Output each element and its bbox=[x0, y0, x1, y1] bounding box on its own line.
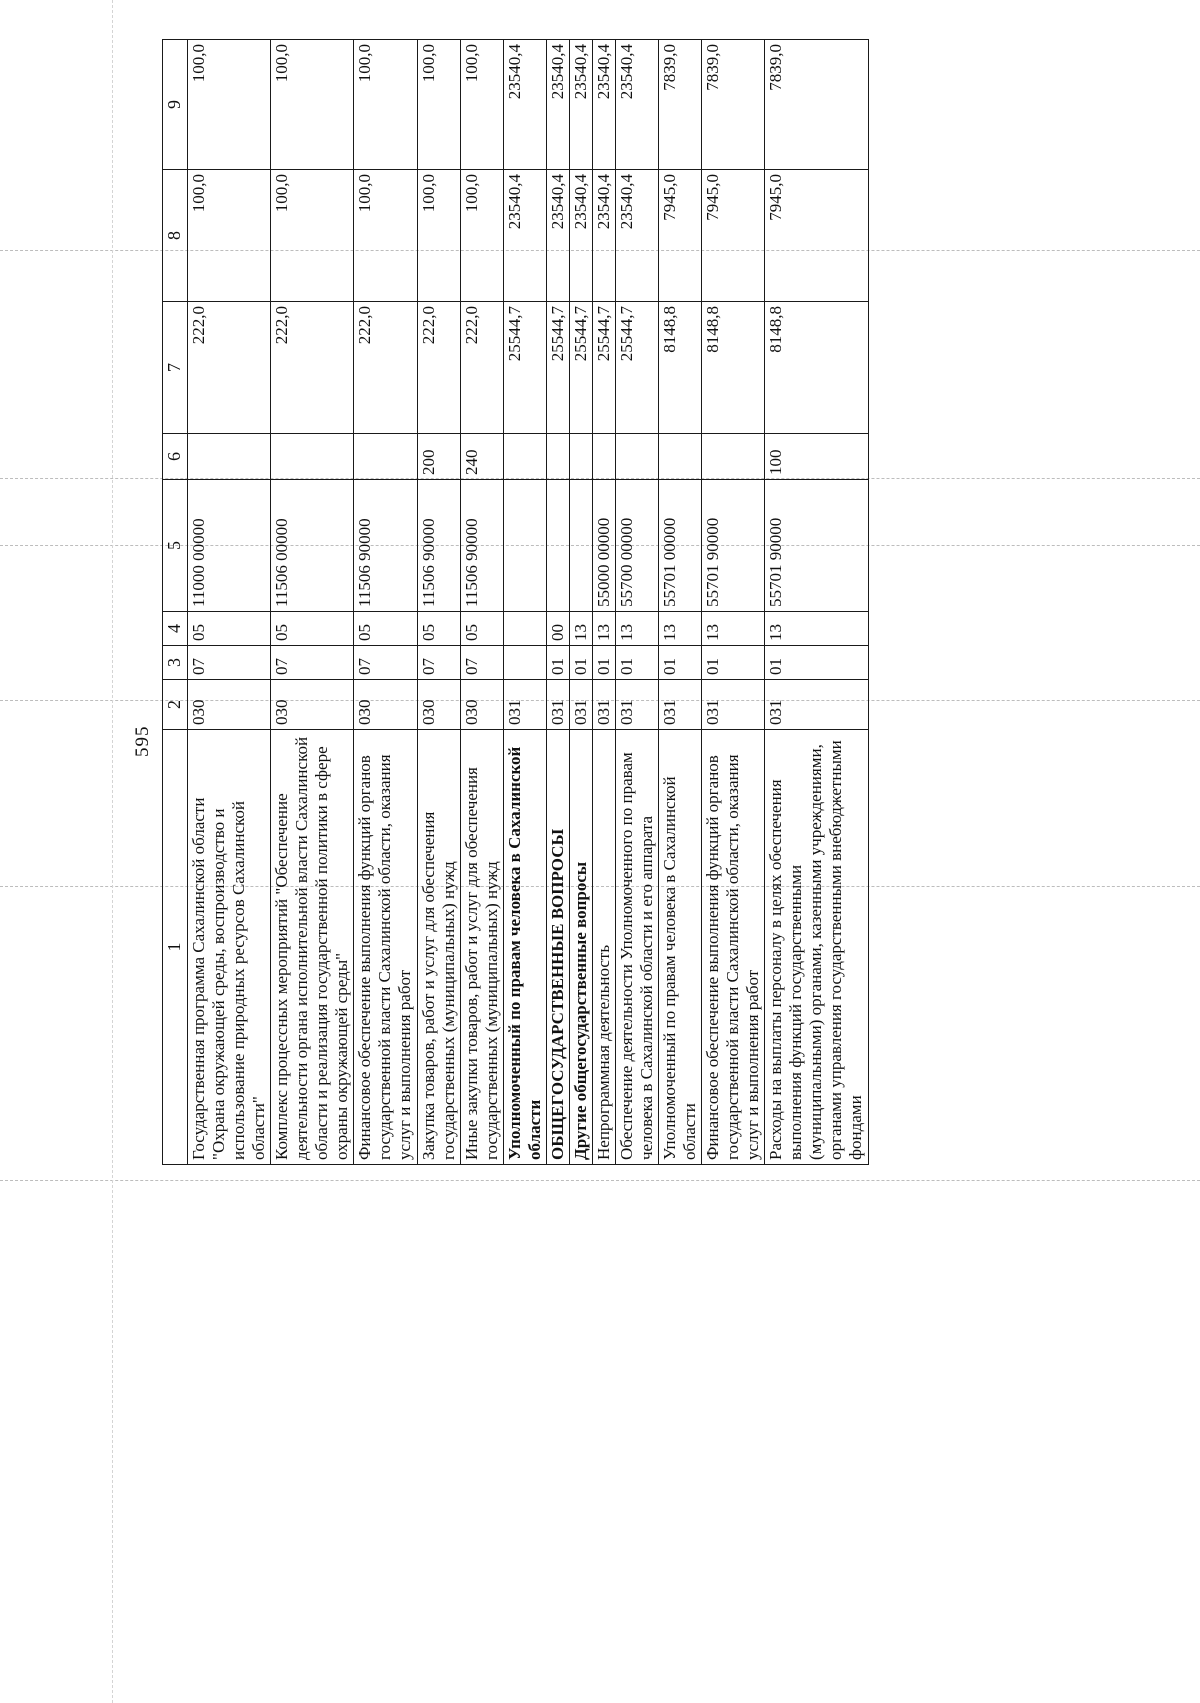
row-amount-col7: 25544,7 bbox=[569, 302, 592, 434]
row-subsection: 05 bbox=[460, 612, 503, 646]
row-name: Расходы на выплаты персоналу в целях обеспечения выполнения функций государственными (муниципальными) органами, казенными учреждениями, органами управления государственными внебюджетными фондами bbox=[765, 730, 868, 1165]
row-target-article: 55700 00000 bbox=[615, 480, 658, 612]
row-amount-col7: 222,0 bbox=[417, 302, 460, 434]
row-amount-col8: 100,0 bbox=[188, 170, 271, 302]
row-expense-type bbox=[702, 434, 765, 480]
row-target-article: 11506 90000 bbox=[354, 480, 417, 612]
row-amount-col8: 100,0 bbox=[417, 170, 460, 302]
row-subsection: 13 bbox=[615, 612, 658, 646]
row-amount-col9: 7839,0 bbox=[659, 40, 702, 170]
row-admin-code: 031 bbox=[592, 680, 615, 730]
row-amount-col8: 100,0 bbox=[271, 170, 354, 302]
row-amount-col7: 8148,8 bbox=[659, 302, 702, 434]
row-amount-col8: 23540,4 bbox=[503, 170, 546, 302]
row-admin-code: 030 bbox=[417, 680, 460, 730]
row-name: Государственная программа Сахалинской области "Охрана окружающей среды, воспроизводство и использование природных ресурсов Сахалинской области" bbox=[188, 730, 271, 1165]
rotated-page bbox=[132, 40, 1060, 1165]
row-amount-col7: 8148,8 bbox=[765, 302, 868, 434]
row-expense-type bbox=[503, 434, 546, 480]
row-amount-col9: 100,0 bbox=[417, 40, 460, 170]
row-subsection: 13 bbox=[765, 612, 868, 646]
column-header: 6 bbox=[163, 434, 188, 480]
row-admin-code: 031 bbox=[569, 680, 592, 730]
row-name: Комплекс процессных мероприятий "Обеспечение деятельности органа исполнительной власти Сахалинской области и реализация государственной политики в сфере охраны окружающей среды" bbox=[271, 730, 354, 1165]
table-row bbox=[417, 40, 460, 1165]
row-amount-col9: 7839,0 bbox=[765, 40, 868, 170]
row-name: Финансовое обеспечение выполнения функций органов государственной власти Сахалинской области, оказания услуг и выполнения работ bbox=[702, 730, 765, 1165]
column-header: 1 bbox=[163, 730, 188, 1165]
row-target-article bbox=[503, 480, 546, 612]
row-name: Иные закупки товаров, работ и услуг для обеспечения государственных (муниципальных) нужд bbox=[460, 730, 503, 1165]
table-row bbox=[702, 40, 765, 1165]
row-admin-code: 030 bbox=[460, 680, 503, 730]
row-amount-col7: 222,0 bbox=[354, 302, 417, 434]
row-section: 01 bbox=[765, 646, 868, 680]
table-row bbox=[659, 40, 702, 1165]
row-subsection: 13 bbox=[569, 612, 592, 646]
row-amount-col9: 100,0 bbox=[460, 40, 503, 170]
column-header: 9 bbox=[163, 40, 188, 170]
row-target-article: 55000 00000 bbox=[592, 480, 615, 612]
row-subsection: 05 bbox=[271, 612, 354, 646]
row-section: 07 bbox=[271, 646, 354, 680]
row-section: 01 bbox=[702, 646, 765, 680]
row-subsection: 13 bbox=[592, 612, 615, 646]
table-row bbox=[460, 40, 503, 1165]
row-name: Финансовое обеспечение выполнения функций органов государственной власти Сахалинской области, оказания услуг и выполнения работ bbox=[354, 730, 417, 1165]
row-amount-col9: 23540,4 bbox=[569, 40, 592, 170]
row-target-article: 55701 00000 bbox=[659, 480, 702, 612]
column-header: 3 bbox=[163, 646, 188, 680]
row-target-article bbox=[546, 480, 569, 612]
row-target-article: 11506 00000 bbox=[271, 480, 354, 612]
row-name: Непрограммная деятельность bbox=[592, 730, 615, 1165]
row-subsection: 00 bbox=[546, 612, 569, 646]
row-amount-col8: 7945,0 bbox=[702, 170, 765, 302]
page-number: 595 bbox=[132, 725, 153, 757]
row-expense-type bbox=[659, 434, 702, 480]
row-amount-col7: 25544,7 bbox=[546, 302, 569, 434]
row-amount-col8: 7945,0 bbox=[765, 170, 868, 302]
row-admin-code: 030 bbox=[188, 680, 271, 730]
row-expense-type bbox=[569, 434, 592, 480]
row-subsection bbox=[503, 612, 546, 646]
row-admin-code: 031 bbox=[503, 680, 546, 730]
row-amount-col8: 23540,4 bbox=[615, 170, 658, 302]
row-amount-col8: 23540,4 bbox=[546, 170, 569, 302]
row-admin-code: 031 bbox=[546, 680, 569, 730]
row-subsection: 05 bbox=[188, 612, 271, 646]
row-amount-col8: 23540,4 bbox=[592, 170, 615, 302]
row-amount-col7: 222,0 bbox=[188, 302, 271, 434]
column-header: 8 bbox=[163, 170, 188, 302]
table-row bbox=[765, 40, 868, 1165]
row-expense-type bbox=[188, 434, 271, 480]
row-amount-col8: 23540,4 bbox=[569, 170, 592, 302]
table-row bbox=[592, 40, 615, 1165]
header-row bbox=[163, 40, 188, 1165]
row-target-article: 11506 90000 bbox=[417, 480, 460, 612]
table-row bbox=[503, 40, 546, 1165]
row-amount-col7: 222,0 bbox=[271, 302, 354, 434]
row-section: 01 bbox=[659, 646, 702, 680]
row-section: 07 bbox=[460, 646, 503, 680]
table-row bbox=[354, 40, 417, 1165]
row-name: ОБЩЕГОСУДАРСТВЕННЫЕ ВОПРОСЫ bbox=[546, 730, 569, 1165]
row-expense-type bbox=[271, 434, 354, 480]
row-amount-col9: 100,0 bbox=[271, 40, 354, 170]
table-row bbox=[271, 40, 354, 1165]
row-expense-type bbox=[354, 434, 417, 480]
row-target-article: 55701 90000 bbox=[702, 480, 765, 612]
row-amount-col9: 100,0 bbox=[354, 40, 417, 170]
row-name: Уполномоченный по правам человека в Сахалинской области bbox=[659, 730, 702, 1165]
budget-table bbox=[162, 39, 869, 1165]
row-amount-col7: 8148,8 bbox=[702, 302, 765, 434]
row-admin-code: 031 bbox=[615, 680, 658, 730]
table-row bbox=[188, 40, 271, 1165]
row-amount-col9: 100,0 bbox=[188, 40, 271, 170]
row-expense-type: 200 bbox=[417, 434, 460, 480]
row-admin-code: 030 bbox=[354, 680, 417, 730]
row-amount-col7: 25544,7 bbox=[592, 302, 615, 434]
row-section: 01 bbox=[615, 646, 658, 680]
row-section: 07 bbox=[417, 646, 460, 680]
row-amount-col7: 25544,7 bbox=[615, 302, 658, 434]
row-section: 01 bbox=[569, 646, 592, 680]
column-header: 5 bbox=[163, 480, 188, 612]
row-section: 07 bbox=[354, 646, 417, 680]
row-amount-col9: 23540,4 bbox=[592, 40, 615, 170]
row-target-article: 55701 90000 bbox=[765, 480, 868, 612]
row-amount-col7: 25544,7 bbox=[503, 302, 546, 434]
row-admin-code: 031 bbox=[659, 680, 702, 730]
row-subsection: 05 bbox=[417, 612, 460, 646]
table-row bbox=[569, 40, 592, 1165]
table-row bbox=[615, 40, 658, 1165]
row-expense-type: 100 bbox=[765, 434, 868, 480]
row-expense-type bbox=[615, 434, 658, 480]
row-name: Другие общегосударственные вопросы bbox=[569, 730, 592, 1165]
row-name: Закупка товаров, работ и услуг для обеспечения государственных (муниципальных) нужд bbox=[417, 730, 460, 1165]
row-expense-type bbox=[592, 434, 615, 480]
row-admin-code: 031 bbox=[702, 680, 765, 730]
row-subsection: 05 bbox=[354, 612, 417, 646]
row-amount-col8: 100,0 bbox=[460, 170, 503, 302]
row-subsection: 13 bbox=[702, 612, 765, 646]
row-amount-col9: 23540,4 bbox=[546, 40, 569, 170]
row-target-article: 11506 90000 bbox=[460, 480, 503, 612]
table-row bbox=[546, 40, 569, 1165]
row-amount-col8: 7945,0 bbox=[659, 170, 702, 302]
row-admin-code: 030 bbox=[271, 680, 354, 730]
row-section: 01 bbox=[592, 646, 615, 680]
column-header: 2 bbox=[163, 680, 188, 730]
column-header: 7 bbox=[163, 302, 188, 434]
row-section: 01 bbox=[546, 646, 569, 680]
row-amount-col9: 7839,0 bbox=[702, 40, 765, 170]
row-section: 07 bbox=[188, 646, 271, 680]
row-expense-type bbox=[546, 434, 569, 480]
row-amount-col9: 23540,4 bbox=[503, 40, 546, 170]
column-header: 4 bbox=[163, 612, 188, 646]
row-subsection: 13 bbox=[659, 612, 702, 646]
row-target-article bbox=[569, 480, 592, 612]
row-amount-col7: 222,0 bbox=[460, 302, 503, 434]
row-name: Уполномоченный по правам человека в Сахалинской области bbox=[503, 730, 546, 1165]
row-amount-col8: 100,0 bbox=[354, 170, 417, 302]
row-admin-code: 031 bbox=[765, 680, 868, 730]
row-expense-type: 240 bbox=[460, 434, 503, 480]
row-amount-col9: 23540,4 bbox=[615, 40, 658, 170]
row-name: Обеспечение деятельности Уполномоченного по правам человека в Сахалинской области и его аппарата bbox=[615, 730, 658, 1165]
row-section bbox=[503, 646, 546, 680]
row-target-article: 11000 00000 bbox=[188, 480, 271, 612]
